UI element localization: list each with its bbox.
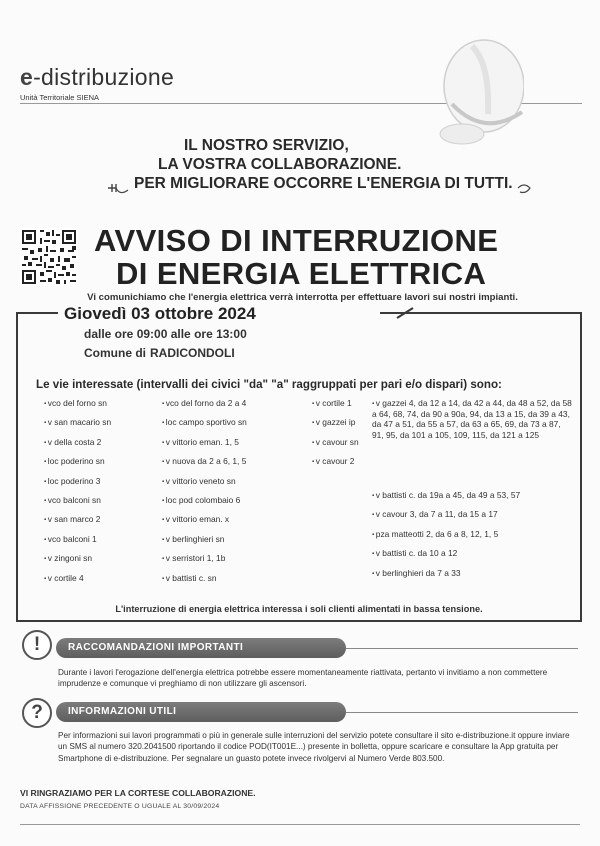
streets-column-2 [162, 398, 247, 592]
street-item: ▪ v cavour 2 [312, 456, 359, 475]
e-distribuzione-logo: e-distribuzione [20, 64, 175, 90]
street-item: ▪ v zingoni sn [44, 553, 111, 572]
street-item: ▪ loc campo sportivo sn [162, 417, 247, 436]
streets-title: Le vie interessate (intervalli dei civici "da" "a" raggruppati per pari e/o dispari) sono: [36, 378, 502, 391]
street-item: ▪ v cavour 3, da 7 a 11, da 15 a 17 [372, 509, 520, 528]
street-item: ▪ v gazzei ip [312, 417, 359, 436]
streets-column-4 [372, 398, 572, 440]
interruption-hours: dalle ore 09:00 alle ore 13:00 [84, 327, 247, 341]
frame-accent-icon [395, 306, 415, 320]
street-item: ▪ v nuova da 2 a 6, 1, 5 [162, 456, 247, 475]
low-voltage-note: L'interruzione di energia elettrica interessa i soli clienti alimentati in bassa tensione. [115, 604, 483, 614]
street-item: ▪ v vittorio eman. 1, 5 [162, 437, 247, 456]
street-item: ▪ vco balconi 1 [44, 534, 111, 553]
info-heading: INFORMAZIONI UTILI [56, 702, 346, 722]
street-item: ▪ v cavour sn [312, 437, 359, 456]
street-item: ▪ pza matteotti 2, da 6 a 8, 12, 1, 5 [372, 529, 520, 548]
thanks-text: VI RINGRAZIAMO PER LA CORTESE COLLABORAZIONE. [20, 788, 256, 798]
streets-column-3 [312, 398, 359, 476]
streets-column-1 [44, 398, 111, 592]
street-item: ▪ vco balconi sn [44, 495, 111, 514]
question-icon: ? [22, 698, 52, 728]
recommendations-heading: RACCOMANDAZIONI IMPORTANTI [56, 638, 346, 658]
street-item: ▪ loc pod colombaio 6 [162, 495, 247, 514]
street-item: ▪ v san macario sn [44, 417, 111, 436]
street-item: ▪ v berlinghieri da 7 a 33 [372, 568, 520, 587]
street-item: ▪ v vittorio veneto sn [162, 476, 247, 495]
street-item: ▪ v gazzei 4, da 12 a 14, da 42 a 44, da 48 a 52, da 58 a 64, 68, 74, da 90 a 90a, 94, da 13 a 15, da 39 a 43, da 47 a 51, da 55 a 57, da 63 a 65, 69, da 73 a 87, 91, 95, da 101 a 105, 109, 115, da 121 a 125 [372, 398, 572, 440]
street-item: ▪ vco del forno da 2 a 4 [162, 398, 247, 417]
street-item: ▪ v vittorio eman. x [162, 514, 247, 533]
footer-divider [20, 824, 580, 825]
street-item: ▪ v della costa 2 [44, 437, 111, 456]
frame-top-left [16, 312, 58, 314]
comune: Comune di RADICONDOLI [84, 346, 235, 360]
slogan: IL NOSTRO SERVIZIO, LA VOSTRA COLLABORAZIONE. PER MIGLIORARE OCCORRE L'ENERGIA DI TUTTI. [134, 137, 513, 192]
recommendations-text: Durante i lavori l'erogazione dell'energia elettrica potrebbe essere momentaneamente riattivata, pertanto vi invitiamo a non commettere imprudenze e comunque vi preghiamo di non utilizzare gli ascensori. [58, 668, 548, 689]
street-item: ▪ vco del forno sn [44, 398, 111, 417]
street-item: ▪ v cortile 4 [44, 573, 111, 592]
plug-cable-icon [106, 178, 536, 200]
helmet-icon [432, 34, 524, 152]
territorial-unit: Unità Territoriale SIENA [20, 93, 100, 102]
info-divider [346, 712, 578, 713]
posting-date: DATA AFFISSIONE PRECEDENTE O UGUALE AL 30/09/2024 [20, 803, 220, 810]
recommendations-divider [346, 648, 578, 649]
qr-code-icon[interactable] [20, 228, 78, 286]
street-item: ▪ v battisti c. da 19a a 45, da 49 a 53, 57 [372, 490, 520, 509]
street-item: ▪ v battisti c. da 10 a 12 [372, 548, 520, 567]
warning-icon: ! [22, 630, 52, 660]
notice-title: AVVISO DI INTERRUZIONE DI ENERGIA ELETTRICA [94, 223, 499, 291]
street-item: ▪ v san marco 2 [44, 514, 111, 533]
streets-column-5 [372, 490, 520, 587]
street-item: ▪ v serristori 1, 1b [162, 553, 247, 572]
street-item: ▪ v berlinghieri sn [162, 534, 247, 553]
interruption-date: Giovedì 03 ottobre 2024 [64, 304, 256, 323]
street-item: ▪ loc poderino 3 [44, 476, 111, 495]
info-text: Per informazioni sui lavori programmati o più in generale sulle interruzioni del servizio potete consultare il sito e-distribuzione.it oppure inviare un SMS al numero 320.2041500 riportando il codice POD(IT001E...) presente in bolletta, oppure scaricare e consultare la App gratuita per Smartphone di e-distribuzione. Per segnalare un guasto potete invece rivolgervi al Numero Verde 803.500. [58, 731, 570, 763]
street-item: ▪ v cortile 1 [312, 398, 359, 417]
street-item: ▪ loc poderino sn [44, 456, 111, 475]
street-item: ▪ v battisti c. sn [162, 573, 247, 592]
intro-text: Vi comunichiamo che l'energia elettrica verrà interrotta per effettuare lavori sui nostri impianti. [87, 292, 518, 303]
